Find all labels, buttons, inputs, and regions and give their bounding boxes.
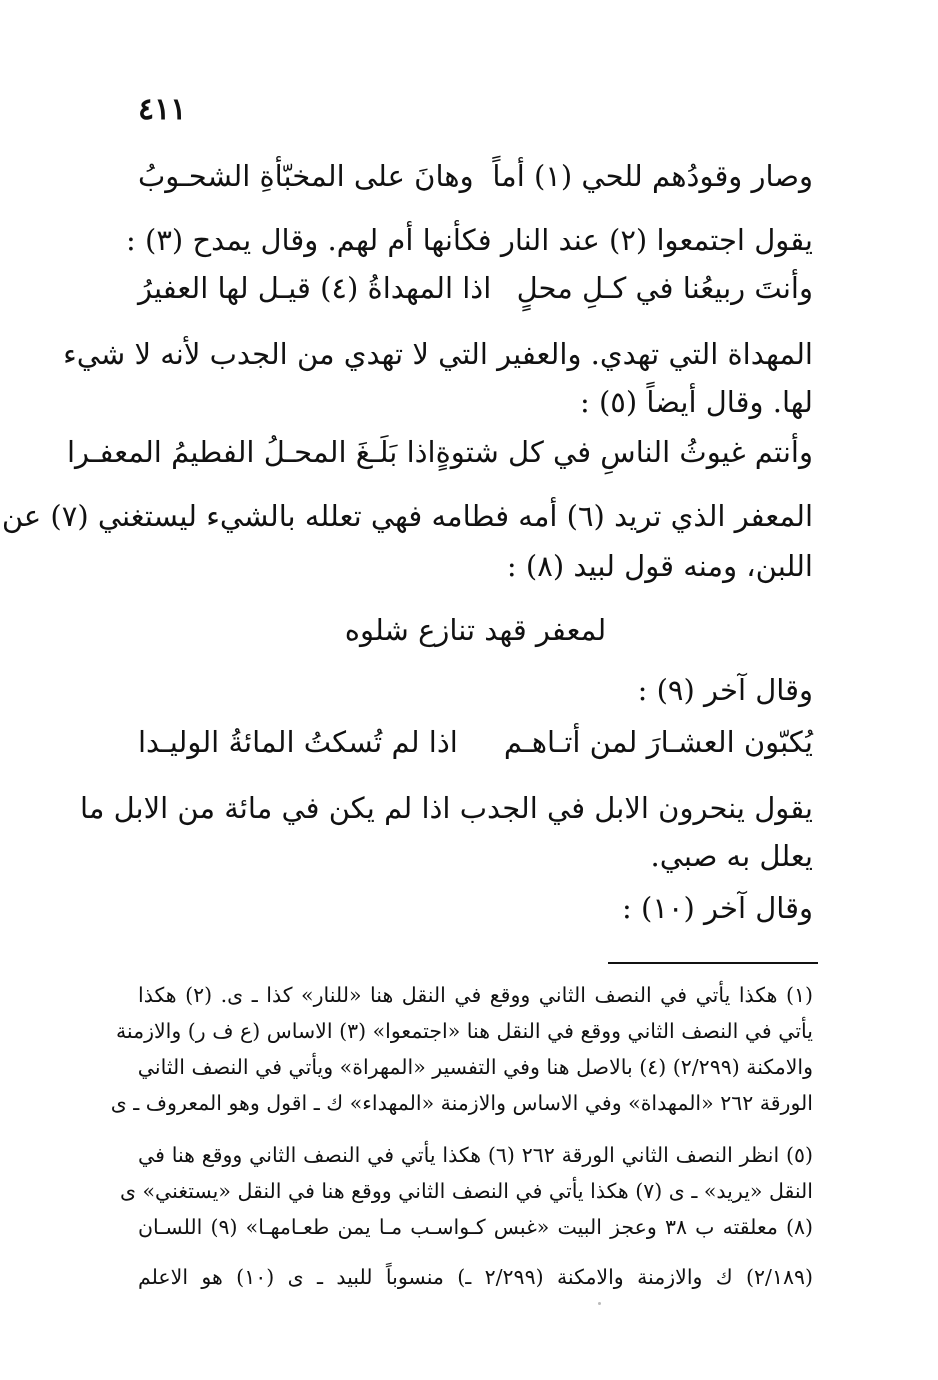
footnote-line: (٥) انظر النصف الثاني الورقة ٢٦٢ (٦) هكذا يأتي في النصف الثاني ووقع هنا في — [138, 1143, 814, 1167]
verse-2 — [138, 268, 813, 308]
commentary-line: يقول اجتمعوا (٢) عند النار فكأنها أم لهم. وقال يمدح (٣) : — [126, 223, 813, 257]
footnote-line: النقل «يريد» ـ ى (٧) هكذا يأتي في النصف الثاني ووقع هنا في النقل «يستغني» ى — [119, 1179, 813, 1203]
footnote-line: والامكنة (٢/٢٩٩) (٤) بالاصل هنا وفي التفسير «المهراة» ويأتي في النصف الثاني — [137, 1055, 813, 1079]
footnote-line: (٨) معلقته ب ٣٨ وعجز البيت «غبس كـواسـب مـا يمن طعـامهـا» (٩) اللسـان — [138, 1215, 813, 1239]
verse-1-first-hemistich: وصار وقودُهم للحي (١) أماً — [492, 159, 813, 193]
footnote-line: الورقة ٢٦٢ «المهداة» وفي الاساس والازمنة «المهداء» ك ـ اقول وهو المعروف ـ ى — [110, 1091, 813, 1115]
verse-1 — [138, 156, 813, 196]
verse-2-second-hemistich: اذا المهداةُ (٤) قيـل لها العفيرُ — [138, 271, 492, 305]
commentary-line: وقال آخر (١٠) : — [622, 891, 813, 925]
commentary-line: وقال آخر (٩) : — [637, 673, 813, 707]
verse-4 — [138, 722, 813, 762]
verse-4-first-hemistich: يُكبّون العشـارَ لمن أتـاهـم — [503, 725, 813, 759]
footnote-separator — [608, 962, 818, 964]
footnote-line: (٢/١٨٩) ك والازمنة والامكنة (٢/٢٩٩ ـ) منسوباً للبيد ـ ى (١٠) هو الاعلم — [138, 1265, 813, 1289]
paper-speck — [598, 1302, 601, 1305]
commentary-line: المهداة التي تهدي. والعفير التي لا تهدي من الجدب لأنه لا شيء — [63, 337, 813, 371]
page-number: ٤١١ — [138, 92, 187, 127]
footnote-line: (١) هكذا يأتي في النصف الثاني ووقع في النقل هنا «للنار» كذا ـ ى. (٢) هكذا — [138, 983, 813, 1007]
verse-3 — [66, 432, 813, 472]
verse-3-first-hemistich: وأنتم غيوثُ الناسِ في كل شتوةٍ — [435, 435, 813, 469]
verse-1-second-hemistich: وهانَ على المخبّأةِ الشحـوبُ — [138, 159, 474, 193]
quoted-hemistich: لمعفر قهد تنازع شلوه — [344, 613, 607, 647]
footnote-line: يأتي في النصف الثاني ووقع في النقل هنا «اجتمعوا» (٣) الاساس (ع ف ر) والازمنة — [115, 1019, 813, 1043]
commentary-line: يقول ينحرون الابل في الجدب اذا لم يكن في مائة من الابل ما — [79, 791, 813, 825]
commentary-line: المعفر الذي تريد (٦) أمه فطامه فهي تعلله بالشيء ليستغني (٧) عن — [1, 499, 813, 533]
commentary-line: اللبن، ومنه قول لبيد (٨) : — [506, 549, 813, 583]
verse-3-second-hemistich: اذا بَلَـغَ المحـلُ الفطيمُ المعفـرا — [66, 435, 436, 469]
verse-4-second-hemistich: اذا لم تُسكتُ المائةُ الوليـدا — [138, 725, 458, 759]
commentary-line: لها. وقال أيضاً (٥) : — [579, 385, 813, 419]
commentary-line: يعلل به صبي. — [650, 839, 813, 873]
verse-2-first-hemistich: وأنتَ ربيعُنا في كـلِ محلٍ — [516, 271, 813, 305]
